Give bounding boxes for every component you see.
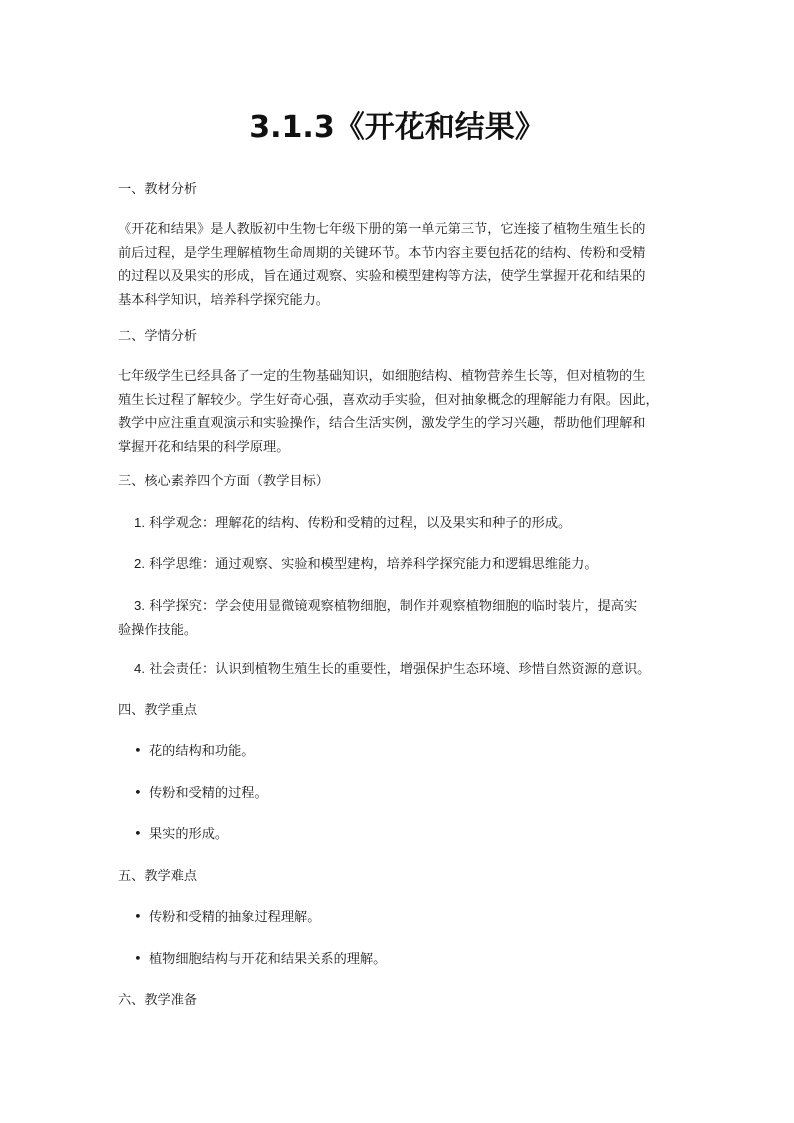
section-heading-textbook-analysis: 一、教材分析	[118, 182, 198, 197]
paragraph-line: 教学中应注重直观演示和实验操作，结合生活实例，激发学生的学习兴趣，帮助他们理解和	[118, 416, 646, 431]
goal-text: 科学观念：理解花的结构、传粉和受精的过程，以及果实和种子的形成。	[149, 516, 572, 531]
goal-number: 4.	[134, 661, 145, 676]
paragraph-line: 前后过程，是学生理解植物生命周期的关键环节。本节内容主要包括花的结构、传粉和受精	[118, 245, 646, 261]
goal-item	[118, 594, 678, 642]
bullet-symbol: •	[134, 786, 142, 801]
document-title: 3.1.3《开花和结果》	[249, 110, 545, 145]
section-heading-teaching-goals: 三、核心素养四个方面（教学目标）	[118, 474, 329, 489]
paragraph-line: 七年级学生已经具备了一定的生物基础知识，如细胞结构、植物营养生长等，但对植物的生	[118, 369, 646, 384]
goal-text-continuation: 验操作技能。	[118, 622, 198, 638]
bullet-symbol: •	[134, 952, 142, 967]
bullet-item	[118, 823, 694, 847]
section-heading-student-analysis: 二、学情分析	[118, 329, 198, 344]
section-heading-preparation: 六、教学准备	[118, 993, 198, 1008]
section-heading-key-points: 四、教学重点	[118, 703, 198, 718]
bullet-text: 植物细胞结构与开花和结果关系的理解。	[149, 952, 387, 967]
bullet-item	[118, 948, 694, 972]
paragraph-line: 《开花和结果》是人教版初中生物七年级下册的第一单元第三节，它连接了植物生殖生长的	[118, 222, 646, 237]
goal-text: 科学探究：学会使用显微镜观察植物细胞，制作并观察植物细胞的临时装片，提高实	[149, 599, 638, 614]
bullet-symbol: •	[134, 744, 142, 759]
paragraph-textbook-analysis	[118, 218, 678, 312]
goal-number: 2.	[134, 556, 145, 571]
bullet-text: 花的结构和功能。	[149, 744, 255, 759]
goal-text: 社会责任：认识到植物生殖生长的重要性，增强保护生态环境、珍惜自然资源的意识。	[149, 662, 651, 677]
bullet-text: 果实的形成。	[149, 827, 229, 842]
goal-item	[118, 552, 694, 577]
bullet-item	[118, 782, 694, 806]
goal-item	[118, 657, 694, 682]
bullet-text: 传粉和受精的抽象过程理解。	[149, 910, 321, 925]
bullet-item	[118, 740, 694, 764]
goal-text: 科学思维：通过观察、实验和模型建构，培养科学探究能力和逻辑思维能力。	[149, 557, 598, 572]
paragraph-line: 殖生长过程了解较少。学生好奇心强，喜欢动手实验，但对抽象概念的理解能力有限。因此，	[118, 392, 659, 408]
goal-number: 1.	[134, 515, 145, 530]
section-heading-difficulties: 五、教学难点	[118, 869, 198, 884]
bullet-text: 传粉和受精的过程。	[149, 786, 268, 801]
paragraph-student-analysis	[118, 365, 678, 459]
paragraph-line: 掌握开花和结果的科学原理。	[118, 439, 290, 455]
bullet-symbol: •	[134, 910, 142, 925]
goal-item	[118, 511, 694, 536]
bullet-symbol: •	[134, 827, 142, 842]
goal-number: 3.	[134, 598, 145, 613]
bullet-item	[118, 906, 694, 930]
paragraph-line: 基本科学知识，培养科学探究能力。	[118, 292, 329, 308]
paragraph-line: 的过程以及果实的形成，旨在通过观察、实验和模型建构等方法，使学生掌握开花和结果的	[118, 269, 646, 284]
